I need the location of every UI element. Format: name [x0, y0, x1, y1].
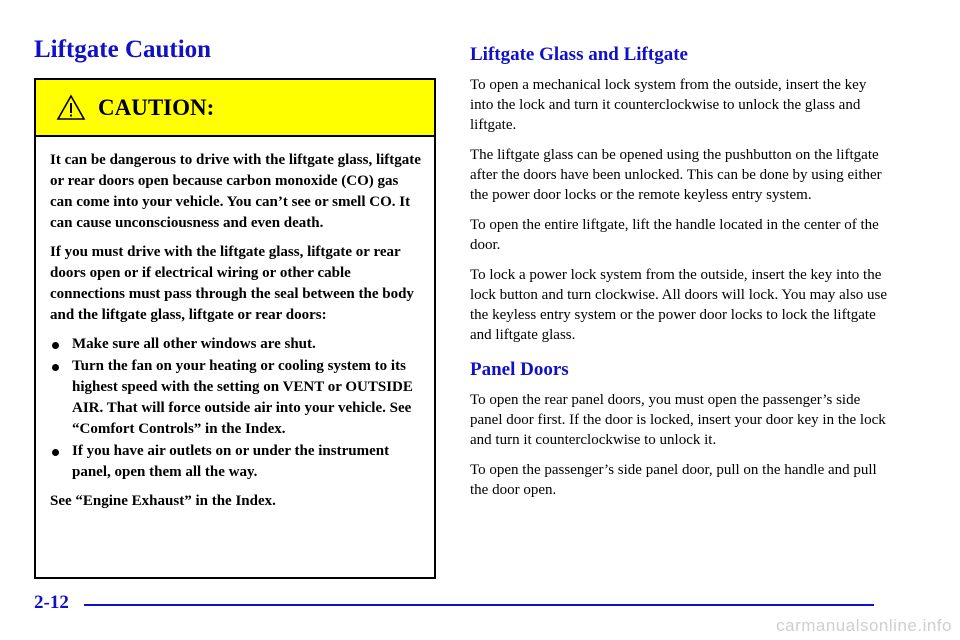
list-item: Turn the fan on your heating or cooling system to its highest speed with the setting on VENT or OUTSIDE AIR. That will force outside air into your vehicle. See “Comfort Controls” in the Index.: [50, 356, 422, 440]
section-heading-liftgate-glass: Liftgate Glass and Liftgate: [470, 44, 688, 65]
bullet-icon: [52, 449, 59, 456]
list-item: If you have air outlets on or under the instrument panel, open them all the way.: [50, 441, 422, 483]
bullet-icon: [52, 342, 59, 349]
warning-triangle-icon: [56, 94, 86, 121]
section-heading-panel-doors: Panel Doors: [470, 359, 569, 380]
caution-body: [36, 137, 434, 512]
list-item: Make sure all other windows are shut.: [50, 334, 422, 355]
paragraph: To open a mechanical lock system from the outside, insert the key into the lock and turn it counterclockwise to unlock the glass and liftgate.: [470, 77, 867, 133]
page-title: Liftgate Caution: [34, 36, 212, 63]
paragraph: The liftgate glass can be opened using the pushbutton on the liftgate after the doors have been unlocked. This can be done by using either the power door locks or the remote keyless entry system.: [470, 147, 882, 203]
caution-paragraph-2: If you must drive with the liftgate glass, liftgate or rear doors open or if electrical wiring or other cable connections must pass through the seal between the body and the liftgate glass, liftgate or rear doors:: [50, 244, 414, 323]
caution-footer-note: See “Engine Exhaust” in the Index.: [50, 493, 276, 509]
watermark: carmanualsonline.info: [776, 616, 952, 635]
caution-label: CAUTION:: [98, 94, 215, 120]
caution-bullet-list: [50, 334, 422, 483]
right-column: [470, 44, 890, 510]
bullet-icon: [52, 364, 59, 371]
caution-box: [34, 78, 436, 579]
page-number: 2-12: [34, 592, 69, 613]
paragraph: To open the rear panel doors, you must open the passenger’s side panel door first. If the door is locked, insert your door key in the lock and turn it counterclockwise to unlock it.: [470, 392, 886, 448]
footer-divider: [84, 604, 874, 606]
paragraph: To open the passenger’s side panel door, pull on the handle and pull the door open.: [470, 462, 877, 498]
paragraph: To open the entire liftgate, lift the handle located in the center of the door.: [470, 217, 879, 253]
caution-paragraph-1: It can be dangerous to drive with the liftgate glass, liftgate or rear doors open because carbon monoxide (CO) gas can come into your vehicle. You can’t see or smell CO. It can cause unconsciousness and even death.: [50, 152, 421, 231]
paragraph: To lock a power lock system from the outside, insert the key into the lock button and turn clockwise. All doors will lock. You may also use the keyless entry system or the power door locks to lock the liftgate and liftgate glass.: [470, 267, 888, 343]
caution-header: [36, 80, 434, 137]
